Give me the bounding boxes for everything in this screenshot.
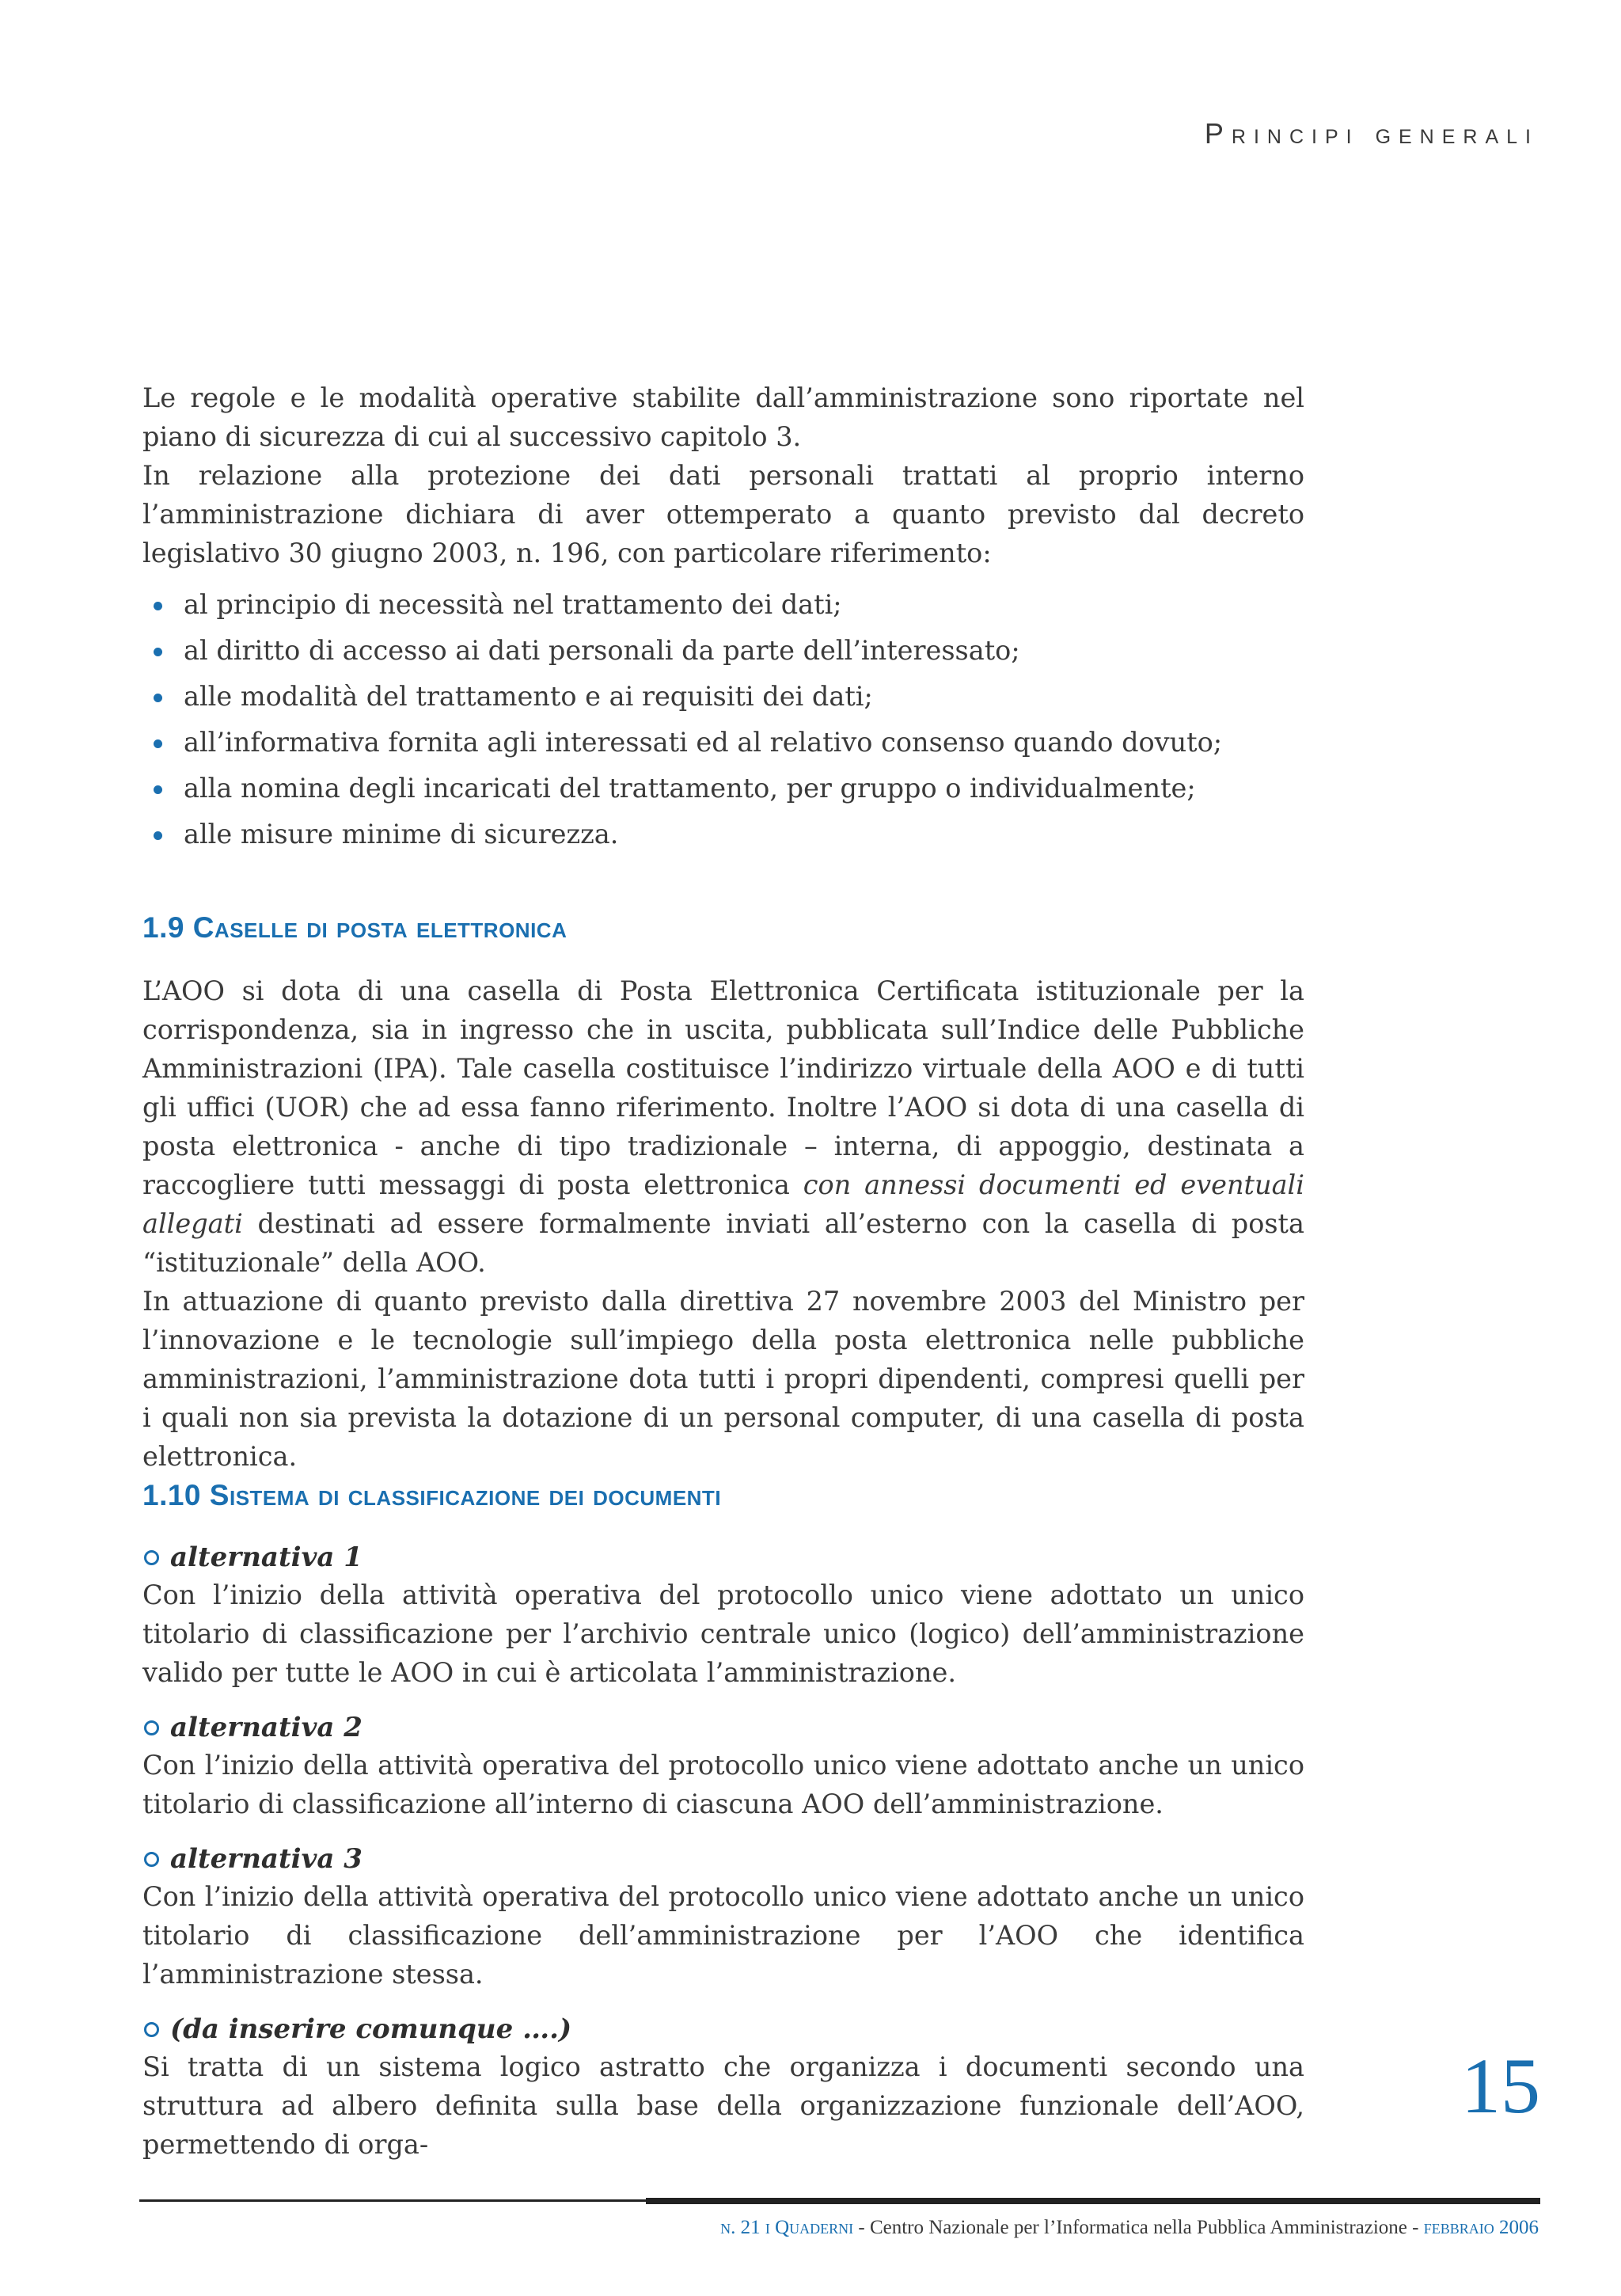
circle-bullet-icon [144,1720,159,1735]
footer-rule-accent [646,2198,1540,2204]
circle-bullet-icon [144,1550,159,1565]
circle-bullet-icon [144,1852,159,1867]
list-item: all’informativa fornita agli interessati ed al relativo consenso quando dovuto; [184,720,1304,766]
list-item: alle modalità del trattamento e ai requisiti dei dati; [184,674,1304,720]
section-1-9-paragraph-1 [142,971,1304,1282]
alternative-text: Si tratta di un sistema logico astratto che organizza i documenti secondo una struttura ad albero definita sulla base della organizzazione funzionale dell’AOO, permettendo di orga- [142,2051,1304,2160]
alternative-text: Con l’inizio della attività operativa del protocollo unico viene adottato un unico titolario di classificazione per l’archivio centrale unico (logico) dell’amministrazione valido per tutte le AOO in cui è articolata l’amministrazione. [142,1579,1304,1688]
section-1-9-paragraph-2: In attuazione di quanto previsto dalla direttiva 27 novembre 2003 del Ministro per l’innovazione e le tecnologie sull’impiego della posta elettronica nelle pubbliche amministrazioni, l’amministrazione dota tutti i propri dipendenti, compresi quelli per i quali non sia prevista la dotazione di un personal computer, di una casella di posta elettronica. [142,1286,1304,1472]
text-run: destinati ad essere formalmente inviati all’esterno con la casella di posta “istituzionale” della AOO. [142,1208,1304,1278]
section-heading-1-9: 1.9 Caselle di posta elettronica [142,911,568,944]
list-item: alla nomina degli incaricati del trattamento, per gruppo o individualmente; [184,766,1304,812]
alternative-4 [142,2011,1304,2164]
section-heading-1-10: 1.10 Sistema di classificazione dei documenti [142,1479,722,1511]
footer [720,2217,1539,2239]
intro-paragraph-2: In relazione alla protezione dei dati personali trattati al proprio interno l’amministrazione dichiara di aver ottemperato a quanto previsto dal decreto legislativo 30 giugno 2003, n. 196, con particolare riferimento: [142,460,1304,568]
alternative-heading [142,2011,1304,2047]
footer-date: febbraio 2006 [1423,2217,1539,2238]
alternative-heading [142,1539,1304,1576]
circle-bullet-icon [144,2022,159,2037]
alternative-heading [142,1709,1304,1746]
page-body [142,378,1304,2181]
italic-text: con annessi documenti ed eventuali allegati [142,1169,1304,1239]
list-item: alle misure minime di sicurezza. [184,812,1304,857]
page-number: 15 [1461,2042,1540,2130]
alternative-heading [142,1841,1304,1877]
list-item: al diritto di accesso ai dati personali da parte dell’interessato; [184,628,1304,674]
alternative-2 [142,1709,1304,1823]
list-item: al principio di necessità nel trattamento dei dati; [184,582,1304,628]
alternative-label: alternativa 3 [170,1843,363,1875]
alternative-label: (da inserire comunque ….) [170,2013,572,2045]
alternative-label: alternativa 1 [170,1541,363,1573]
alternative-label: alternativa 2 [170,1712,363,1743]
alternative-text: Con l’inizio della attività operativa del protocollo unico viene adottato anche un unico titolario di classificazione all’interno di ciascuna AOO dell’amministrazione. [142,1750,1304,1819]
alternative-1 [142,1539,1304,1692]
text-run: L’AOO si dota di una casella di Posta Elettronica Certificata istituzionale per la corrispondenza, sia in ingresso che in uscita, pubblicata sull’Indice delle Pubbliche Amministrazioni (IPA). Tale casella costituisce l’indirizzo virtuale della AOO e di tutti gli uffici (UOR) che ad essa fanno riferimento. Inoltre l’AOO si dota di una casella di posta elettronica - anche di tipo tradizionale – interna, di appoggio, destinata a raccogliere tutti messaggi di posta elettronica [142,975,1304,1200]
bullet-list [142,582,1304,857]
intro-paragraph-1: Le regole e le modalità operative stabilite dall’amministrazione sono riportate nel piano di sicurezza di cui al successivo capitolo 3. [142,382,1304,452]
footer-issue: n. 21 i Quaderni [720,2217,854,2238]
alternative-text: Con l’inizio della attività operativa del protocollo unico viene adottato anche un unico titolario di classificazione dell’amministrazione per l’AOO che identifica l’amministrazione stessa. [142,1881,1304,1990]
alternative-3 [142,1841,1304,1994]
footer-publisher: - Centro Nazionale per l’Informatica nella Pubblica Amministrazione - [853,2217,1424,2238]
running-head: Principi generali [1204,117,1539,150]
